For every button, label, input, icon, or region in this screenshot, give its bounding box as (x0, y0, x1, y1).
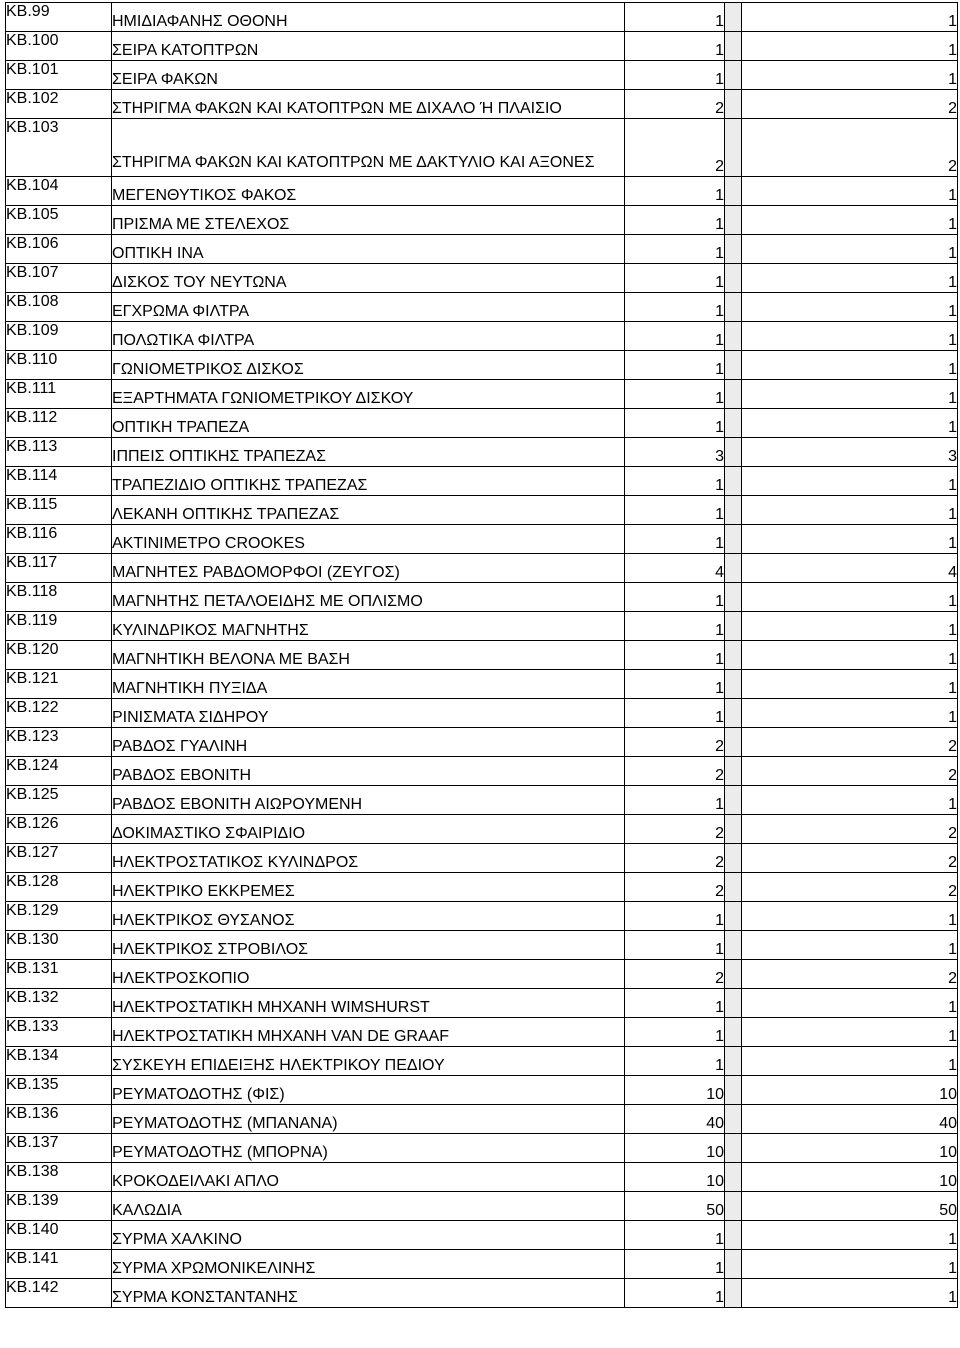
table-row (6, 699, 958, 728)
quantity-cell: 2 (625, 757, 725, 786)
spacer-cell (725, 931, 742, 960)
spacer-cell (725, 32, 742, 61)
table-row (6, 264, 958, 293)
quantity-cell: 2 (625, 873, 725, 902)
item-code-cell: ΚΒ.113 (6, 438, 112, 467)
spacer-cell (725, 786, 742, 815)
item-description-cell: ΣΥΡΜΑ ΧΑΛΚΙΝΟ (112, 1221, 625, 1250)
quantity-total-cell: 1 (742, 1018, 958, 1047)
quantity-cell: 2 (625, 119, 725, 177)
item-description-cell: ΗΛΕΚΤΡΙΚΟ ΕΚΚΡΕΜΕΣ (112, 873, 625, 902)
table-row (6, 3, 958, 32)
item-description-cell: ΗΛΕΚΤΡΟΣΤΑΤΙΚΟΣ ΚΥΛΙΝΔΡΟΣ (112, 844, 625, 873)
table-row (6, 583, 958, 612)
quantity-total-cell: 2 (742, 873, 958, 902)
item-code-cell: ΚΒ.119 (6, 612, 112, 641)
item-description-cell: ΡΕΥΜΑΤΟΔΟΤΗΣ (ΜΠΑΝΑΝΑ) (112, 1105, 625, 1134)
item-code-cell: ΚΒ.101 (6, 61, 112, 90)
quantity-total-cell: 1 (742, 32, 958, 61)
item-description-cell: ΣΤΗΡΙΓΜΑ ΦΑΚΩΝ ΚΑΙ ΚΑΤΟΠΤΡΩΝ ΜΕ ΔΙΧΑΛΟ Ή ΠΛΑΙΣΙΟ (112, 90, 625, 119)
quantity-total-cell: 1 (742, 1250, 958, 1279)
table-row (6, 1134, 958, 1163)
quantity-cell: 1 (625, 1047, 725, 1076)
spacer-cell (725, 61, 742, 90)
table-row (6, 235, 958, 264)
item-description-cell: ΜΑΓΝΗΤΙΚΗ ΠΥΞΙΔΑ (112, 670, 625, 699)
item-description-cell: ΡΙΝΙΣΜΑΤΑ ΣΙΔΗΡΟΥ (112, 699, 625, 728)
quantity-total-cell: 2 (742, 728, 958, 757)
spacer-cell (725, 1250, 742, 1279)
spacer-cell (725, 728, 742, 757)
item-description-cell: ΕΓΧΡΩΜΑ ΦΙΛΤΡΑ (112, 293, 625, 322)
table-row (6, 90, 958, 119)
item-code-cell: ΚΒ.136 (6, 1105, 112, 1134)
quantity-total-cell: 3 (742, 438, 958, 467)
item-description-cell: ΓΩΝΙΟΜΕΤΡΙΚΟΣ ΔΙΣΚΟΣ (112, 351, 625, 380)
spacer-cell (725, 351, 742, 380)
table-row (6, 1163, 958, 1192)
spacer-cell (725, 641, 742, 670)
quantity-total-cell: 40 (742, 1105, 958, 1134)
table-row (6, 931, 958, 960)
table-row (6, 322, 958, 351)
spacer-cell (725, 844, 742, 873)
spacer-cell (725, 989, 742, 1018)
item-description-cell: ΠΟΛΩΤΙΚΑ ΦΙΛΤΡΑ (112, 322, 625, 351)
table-row (6, 1076, 958, 1105)
quantity-cell: 1 (625, 641, 725, 670)
quantity-total-cell: 2 (742, 844, 958, 873)
table-row (6, 554, 958, 583)
quantity-total-cell: 1 (742, 409, 958, 438)
spacer-cell (725, 815, 742, 844)
quantity-total-cell: 10 (742, 1134, 958, 1163)
quantity-cell: 1 (625, 32, 725, 61)
quantity-cell: 40 (625, 1105, 725, 1134)
spacer-cell (725, 496, 742, 525)
quantity-cell: 1 (625, 989, 725, 1018)
quantity-cell: 1 (625, 264, 725, 293)
spacer-cell (725, 264, 742, 293)
quantity-cell: 2 (625, 960, 725, 989)
table-row (6, 206, 958, 235)
table-row (6, 438, 958, 467)
spacer-cell (725, 1134, 742, 1163)
item-description-cell: ΗΛΕΚΤΡΟΣΤΑΤΙΚΗ ΜΗΧΑΝΗ WIMSHURST (112, 989, 625, 1018)
quantity-total-cell: 1 (742, 525, 958, 554)
item-description-cell: ΣΥΣΚΕΥΗ ΕΠΙΔΕΙΞΗΣ ΗΛΕΚΤΡΙΚΟΥ ΠΕΔΙΟΥ (112, 1047, 625, 1076)
item-code-cell: ΚΒ.110 (6, 351, 112, 380)
quantity-total-cell: 2 (742, 960, 958, 989)
quantity-cell: 1 (625, 786, 725, 815)
quantity-total-cell: 1 (742, 786, 958, 815)
spacer-cell (725, 1076, 742, 1105)
table-row (6, 380, 958, 409)
quantity-cell: 2 (625, 90, 725, 119)
table-row (6, 786, 958, 815)
table-row (6, 177, 958, 206)
item-description-cell: ΗΛΕΚΤΡΙΚΟΣ ΣΤΡΟΒΙΛΟΣ (112, 931, 625, 960)
item-description-cell: ΣΥΡΜΑ ΚΟΝΣΤΑΝΤΑΝΗΣ (112, 1279, 625, 1308)
spacer-cell (725, 1163, 742, 1192)
item-code-cell: ΚΒ.140 (6, 1221, 112, 1250)
item-code-cell: ΚΒ.137 (6, 1134, 112, 1163)
table-row (6, 467, 958, 496)
quantity-total-cell: 1 (742, 902, 958, 931)
quantity-cell: 1 (625, 380, 725, 409)
spacer-cell (725, 960, 742, 989)
spacer-cell (725, 1105, 742, 1134)
quantity-total-cell: 1 (742, 206, 958, 235)
item-description-cell: ΣΕΙΡΑ ΚΑΤΟΠΤΡΩΝ (112, 32, 625, 61)
item-description-cell: ΜΑΓΝΗΤΗΣ ΠΕΤΑΛΟΕΙΔΗΣ ΜΕ ΟΠΛΙΣΜΟ (112, 583, 625, 612)
spacer-cell (725, 1279, 742, 1308)
item-description-cell: ΗΛΕΚΤΡΙΚΟΣ ΘΥΣΑΝΟΣ (112, 902, 625, 931)
spacer-cell (725, 1221, 742, 1250)
table-row (6, 1192, 958, 1221)
quantity-cell: 10 (625, 1163, 725, 1192)
spacer-cell (725, 1018, 742, 1047)
item-description-cell: ΔΟΚΙΜΑΣΤΙΚΟ ΣΦΑΙΡΙΔΙΟ (112, 815, 625, 844)
spacer-cell (725, 902, 742, 931)
quantity-total-cell: 50 (742, 1192, 958, 1221)
item-description-cell: ΚΡΟΚΟΔΕΙΛΑΚΙ ΑΠΛΟ (112, 1163, 625, 1192)
table-row (6, 119, 958, 177)
spacer-cell (725, 177, 742, 206)
inventory-table (5, 2, 958, 1308)
quantity-total-cell: 1 (742, 235, 958, 264)
item-code-cell: ΚΒ.108 (6, 293, 112, 322)
item-code-cell: ΚΒ.130 (6, 931, 112, 960)
quantity-total-cell: 1 (742, 1047, 958, 1076)
item-code-cell: ΚΒ.124 (6, 757, 112, 786)
item-code-cell: ΚΒ.114 (6, 467, 112, 496)
spacer-cell (725, 3, 742, 32)
quantity-cell: 1 (625, 583, 725, 612)
spacer-cell (725, 206, 742, 235)
item-description-cell: ΗΛΕΚΤΡΟΣΚΟΠΙΟ (112, 960, 625, 989)
table-row (6, 873, 958, 902)
quantity-cell: 1 (625, 409, 725, 438)
table-row (6, 902, 958, 931)
quantity-cell: 1 (625, 3, 725, 32)
table-row (6, 612, 958, 641)
quantity-cell: 1 (625, 322, 725, 351)
item-description-cell: ΗΜΙΔΙΑΦΑΝΗΣ ΟΘΟΝΗ (112, 3, 625, 32)
quantity-cell: 2 (625, 815, 725, 844)
quantity-total-cell: 2 (742, 757, 958, 786)
table-row (6, 989, 958, 1018)
item-code-cell: ΚΒ.128 (6, 873, 112, 902)
quantity-total-cell: 1 (742, 177, 958, 206)
item-description-cell: ΜΑΓΝΗΤΕΣ ΡΑΒΔΟΜΟΡΦΟΙ (ΖΕΥΓΟΣ) (112, 554, 625, 583)
item-description-cell: ΗΛΕΚΤΡΟΣΤΑΤΙΚΗ ΜΗΧΑΝΗ VAN DE GRAAF (112, 1018, 625, 1047)
quantity-total-cell: 2 (742, 815, 958, 844)
table-row (6, 496, 958, 525)
spacer-cell (725, 380, 742, 409)
quantity-cell: 2 (625, 844, 725, 873)
item-description-cell: ΡΕΥΜΑΤΟΔΟΤΗΣ (ΦΙΣ) (112, 1076, 625, 1105)
item-code-cell: ΚΒ.129 (6, 902, 112, 931)
quantity-cell: 1 (625, 467, 725, 496)
spacer-cell (725, 757, 742, 786)
quantity-cell: 1 (625, 1279, 725, 1308)
quantity-total-cell: 2 (742, 90, 958, 119)
quantity-total-cell: 1 (742, 989, 958, 1018)
spacer-cell (725, 1192, 742, 1221)
quantity-cell: 2 (625, 728, 725, 757)
item-code-cell: ΚΒ.118 (6, 583, 112, 612)
item-code-cell: ΚΒ.104 (6, 177, 112, 206)
quantity-cell: 1 (625, 177, 725, 206)
item-code-cell: ΚΒ.111 (6, 380, 112, 409)
item-description-cell: ΕΞΑΡΤΗΜΑΤΑ ΓΩΝΙΟΜΕΤΡΙΚΟΥ ΔΙΣΚΟΥ (112, 380, 625, 409)
spacer-cell (725, 409, 742, 438)
quantity-cell: 1 (625, 293, 725, 322)
spacer-cell (725, 554, 742, 583)
table-row (6, 61, 958, 90)
quantity-total-cell: 1 (742, 1279, 958, 1308)
quantity-cell: 1 (625, 235, 725, 264)
spacer-cell (725, 293, 742, 322)
quantity-cell: 1 (625, 902, 725, 931)
item-code-cell: ΚΒ.142 (6, 1279, 112, 1308)
spacer-cell (725, 612, 742, 641)
spacer-cell (725, 873, 742, 902)
item-description-cell: ΠΡΙΣΜΑ ΜΕ ΣΤΕΛΕΧΟΣ (112, 206, 625, 235)
table-row (6, 1105, 958, 1134)
table-row (6, 641, 958, 670)
item-description-cell: ΟΠΤΙΚΗ ΙΝΑ (112, 235, 625, 264)
quantity-total-cell: 2 (742, 119, 958, 177)
item-code-cell: ΚΒ.141 (6, 1250, 112, 1279)
item-description-cell: ΡΕΥΜΑΤΟΔΟΤΗΣ (ΜΠΟΡΝΑ) (112, 1134, 625, 1163)
item-code-cell: ΚΒ.105 (6, 206, 112, 235)
quantity-total-cell: 1 (742, 380, 958, 409)
quantity-cell: 10 (625, 1076, 725, 1105)
table-row (6, 1047, 958, 1076)
quantity-total-cell: 1 (742, 931, 958, 960)
item-code-cell: ΚΒ.99 (6, 3, 112, 32)
item-code-cell: ΚΒ.135 (6, 1076, 112, 1105)
quantity-cell: 1 (625, 1018, 725, 1047)
item-description-cell: ΤΡΑΠΕΖΙΔΙΟ ΟΠΤΙΚΗΣ ΤΡΑΠΕΖΑΣ (112, 467, 625, 496)
quantity-total-cell: 10 (742, 1076, 958, 1105)
quantity-total-cell: 1 (742, 322, 958, 351)
item-code-cell: ΚΒ.126 (6, 815, 112, 844)
item-description-cell: ΛΕΚΑΝΗ ΟΠΤΙΚΗΣ ΤΡΑΠΕΖΑΣ (112, 496, 625, 525)
quantity-total-cell: 1 (742, 467, 958, 496)
item-code-cell: ΚΒ.133 (6, 1018, 112, 1047)
quantity-cell: 4 (625, 554, 725, 583)
quantity-total-cell: 1 (742, 612, 958, 641)
quantity-cell: 1 (625, 670, 725, 699)
quantity-total-cell: 1 (742, 670, 958, 699)
quantity-total-cell: 1 (742, 1221, 958, 1250)
table-row (6, 1250, 958, 1279)
quantity-cell: 1 (625, 351, 725, 380)
item-code-cell: ΚΒ.117 (6, 554, 112, 583)
item-code-cell: ΚΒ.139 (6, 1192, 112, 1221)
quantity-cell: 1 (625, 496, 725, 525)
spacer-cell (725, 670, 742, 699)
quantity-cell: 1 (625, 1221, 725, 1250)
item-description-cell: ΔΙΣΚΟΣ ΤΟΥ ΝΕΥΤΩΝΑ (112, 264, 625, 293)
quantity-total-cell: 1 (742, 351, 958, 380)
item-code-cell: ΚΒ.115 (6, 496, 112, 525)
quantity-cell: 1 (625, 525, 725, 554)
spacer-cell (725, 322, 742, 351)
quantity-total-cell: 1 (742, 293, 958, 322)
item-description-cell: ΙΠΠΕΙΣ ΟΠΤΙΚΗΣ ΤΡΑΠΕΖΑΣ (112, 438, 625, 467)
item-code-cell: ΚΒ.122 (6, 699, 112, 728)
item-code-cell: ΚΒ.120 (6, 641, 112, 670)
spacer-cell (725, 583, 742, 612)
item-code-cell: ΚΒ.134 (6, 1047, 112, 1076)
quantity-total-cell: 1 (742, 583, 958, 612)
table-row (6, 1018, 958, 1047)
spacer-cell (725, 119, 742, 177)
quantity-total-cell: 10 (742, 1163, 958, 1192)
item-code-cell: ΚΒ.112 (6, 409, 112, 438)
item-description-cell: ΡΑΒΔΟΣ ΓΥΑΛΙΝΗ (112, 728, 625, 757)
item-code-cell: ΚΒ.123 (6, 728, 112, 757)
spacer-cell (725, 699, 742, 728)
table-body (6, 3, 958, 1308)
item-description-cell: ΡΑΒΔΟΣ ΕΒΟΝΙΤΗ (112, 757, 625, 786)
item-code-cell: ΚΒ.138 (6, 1163, 112, 1192)
quantity-total-cell: 4 (742, 554, 958, 583)
quantity-cell: 1 (625, 931, 725, 960)
table-row (6, 670, 958, 699)
item-code-cell: ΚΒ.127 (6, 844, 112, 873)
spacer-cell (725, 235, 742, 264)
quantity-cell: 1 (625, 1250, 725, 1279)
quantity-cell: 1 (625, 61, 725, 90)
spacer-cell (725, 467, 742, 496)
table-row (6, 960, 958, 989)
table-row (6, 815, 958, 844)
item-code-cell: ΚΒ.116 (6, 525, 112, 554)
table-row (6, 728, 958, 757)
table-row (6, 1221, 958, 1250)
item-description-cell: ΚΥΛΙΝΔΡΙΚΟΣ ΜΑΓΝΗΤΗΣ (112, 612, 625, 641)
item-code-cell: ΚΒ.132 (6, 989, 112, 1018)
item-description-cell: ΜΕΓΕΝΘΥΤΙΚΟΣ ΦΑΚΟΣ (112, 177, 625, 206)
table-row (6, 293, 958, 322)
table-row (6, 409, 958, 438)
quantity-total-cell: 1 (742, 641, 958, 670)
item-code-cell: ΚΒ.109 (6, 322, 112, 351)
quantity-total-cell: 1 (742, 699, 958, 728)
item-description-cell: ΚΑΛΩΔΙΑ (112, 1192, 625, 1221)
quantity-cell: 50 (625, 1192, 725, 1221)
item-description-cell: ΣΤΗΡΙΓΜΑ ΦΑΚΩΝ ΚΑΙ ΚΑΤΟΠΤΡΩΝ ΜΕ ΔΑΚΤΥΛΙΟ ΚΑΙ ΑΞΟΝΕΣ (112, 119, 625, 177)
table-row (6, 1279, 958, 1308)
item-code-cell: ΚΒ.121 (6, 670, 112, 699)
item-code-cell: ΚΒ.125 (6, 786, 112, 815)
item-code-cell: ΚΒ.102 (6, 90, 112, 119)
table-row (6, 757, 958, 786)
item-description-cell: ΣΥΡΜΑ ΧΡΩΜΟΝΙΚΕΛΙΝΗΣ (112, 1250, 625, 1279)
quantity-total-cell: 1 (742, 61, 958, 90)
spacer-cell (725, 525, 742, 554)
quantity-total-cell: 1 (742, 264, 958, 293)
quantity-cell: 3 (625, 438, 725, 467)
spacer-cell (725, 438, 742, 467)
item-description-cell: ΜΑΓΝΗΤΙΚΗ ΒΕΛΟΝΑ ΜΕ ΒΑΣΗ (112, 641, 625, 670)
quantity-cell: 1 (625, 612, 725, 641)
item-description-cell: ΟΠΤΙΚΗ ΤΡΑΠΕΖΑ (112, 409, 625, 438)
quantity-total-cell: 1 (742, 3, 958, 32)
table-row (6, 32, 958, 61)
spacer-cell (725, 90, 742, 119)
table-row (6, 525, 958, 554)
item-description-cell: ΣΕΙΡΑ ΦΑΚΩΝ (112, 61, 625, 90)
table-row (6, 844, 958, 873)
item-code-cell: ΚΒ.100 (6, 32, 112, 61)
quantity-cell: 1 (625, 206, 725, 235)
table-row (6, 351, 958, 380)
item-code-cell: ΚΒ.107 (6, 264, 112, 293)
item-code-cell: ΚΒ.103 (6, 119, 112, 177)
item-code-cell: ΚΒ.106 (6, 235, 112, 264)
spacer-cell (725, 1047, 742, 1076)
item-code-cell: ΚΒ.131 (6, 960, 112, 989)
item-description-cell: ΡΑΒΔΟΣ ΕΒΟΝΙΤΗ ΑΙΩΡΟΥΜΕΝΗ (112, 786, 625, 815)
quantity-cell: 1 (625, 699, 725, 728)
quantity-cell: 10 (625, 1134, 725, 1163)
quantity-total-cell: 1 (742, 496, 958, 525)
item-description-cell: ΑΚΤΙΝΙΜΕΤΡΟ CROOKES (112, 525, 625, 554)
